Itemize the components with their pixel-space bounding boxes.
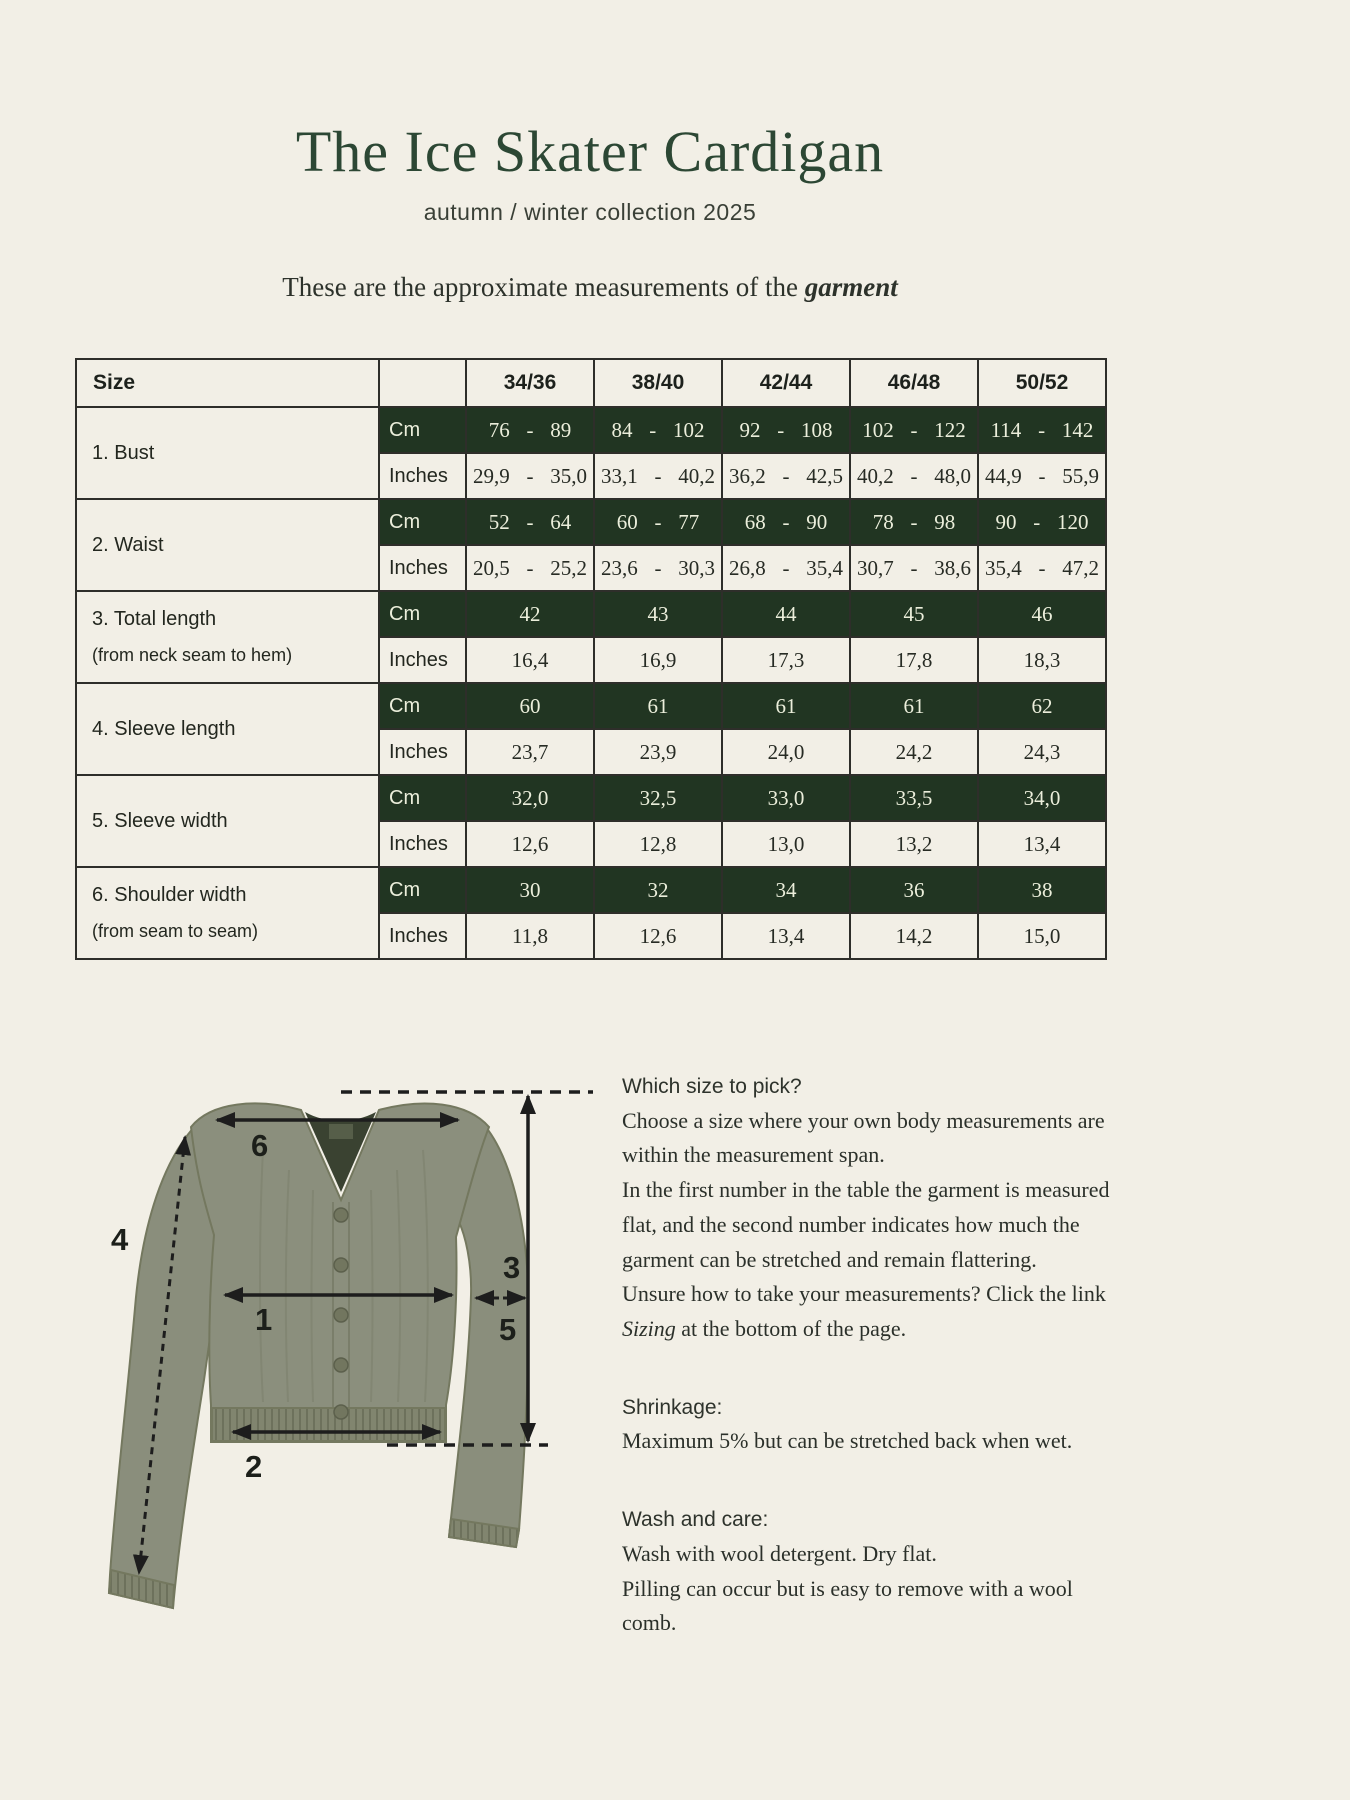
measurement-diagram [75, 1030, 622, 1670]
measurement-cell: 92 - 108 [722, 407, 850, 453]
table-row-sleeve-width-cm [76, 775, 1106, 821]
page-title: The Ice Skater Cardigan [295, 119, 885, 184]
measurement-cell: 33,5 [850, 775, 978, 821]
shrinkage-heading: Shrinkage: [622, 1395, 723, 1419]
measurement-cell: 36 [850, 867, 978, 913]
measurement-label: 6. Shoulder width [92, 884, 247, 906]
cardigan-illustration [75, 1030, 622, 1670]
measurement-cell: 12,8 [594, 821, 722, 867]
marker-total-length: 3 [503, 1250, 521, 1285]
wash-care-line-1: Wash with wool detergent. Dry flat. [622, 1540, 937, 1566]
measurement-cell: 17,3 [722, 637, 850, 683]
which-size-paragraph-2: In the first number in the table the garment is measured flat, and the second number indicates how much the garment can be stretched and remain flattering. [622, 1177, 1110, 1272]
measurement-cell: 32,5 [594, 775, 722, 821]
measurement-cell: 24,3 [978, 729, 1106, 775]
size-header: 50/52 [978, 359, 1106, 407]
marker-sleeve-length: 4 [111, 1222, 129, 1257]
measurement-cell: 61 [850, 683, 978, 729]
sizing-link-word: Sizing [622, 1316, 676, 1342]
measurement-cell: 13,0 [722, 821, 850, 867]
table-row-bust-cm [76, 407, 1106, 453]
measurement-label-cell [76, 775, 379, 867]
measurement-cell: 14,2 [850, 913, 978, 959]
measurement-cell: 61 [722, 683, 850, 729]
measurement-cell: 18,3 [978, 637, 1106, 683]
measurement-cell: 13,4 [722, 913, 850, 959]
measurement-cell: 30 [466, 867, 594, 913]
shrinkage-body: Maximum 5% but can be stretched back when wet. [622, 1428, 1073, 1454]
measurement-cell: 23,9 [594, 729, 722, 775]
measurement-cell: 17,8 [850, 637, 978, 683]
measurement-label-cell [76, 407, 379, 499]
wash-care-heading: Wash and care: [622, 1508, 769, 1532]
measurement-label-cell [76, 683, 379, 775]
measurement-cell: 12,6 [466, 821, 594, 867]
measurement-cell: 38 [978, 867, 1106, 913]
measurement-sublabel: (from neck seam to hem) [92, 645, 293, 665]
spacer [622, 1459, 1110, 1503]
size-header-row [76, 359, 1106, 407]
sizing-link-sentence-prefix: Unsure how to take your measurements? Click the link [622, 1281, 1106, 1307]
marker-bust: 1 [255, 1302, 273, 1337]
measurement-cell: 29,9 - 35,0 [466, 453, 594, 499]
measurement-cell: 33,0 [722, 775, 850, 821]
measurement-cell: 60 [466, 683, 594, 729]
measurement-cell: 45 [850, 591, 978, 637]
measurement-cell: 114 - 142 [978, 407, 1106, 453]
table-row-waist-cm [76, 499, 1106, 545]
measurement-cell: 23,7 [466, 729, 594, 775]
unit-inches-cell: Inches [379, 913, 466, 959]
which-size-heading: Which size to pick? [622, 1075, 802, 1098]
measurement-cell: 32 [594, 867, 722, 913]
size-header: 34/36 [466, 359, 594, 407]
measurement-cell: 62 [978, 683, 1106, 729]
measurement-cell: 40,2 - 48,0 [850, 453, 978, 499]
measurement-cell: 46 [978, 591, 1106, 637]
unit-cm-cell: Cm [379, 407, 466, 453]
measurement-cell: 33,1 - 40,2 [594, 453, 722, 499]
table-row-shoulder-width-cm [76, 867, 1106, 913]
unit-inches-cell: Inches [379, 453, 466, 499]
measurement-cell: 43 [594, 591, 722, 637]
measurement-cell: 35,4 - 47,2 [978, 545, 1106, 591]
measurement-cell: 20,5 - 25,2 [466, 545, 594, 591]
measurement-label-cell [76, 591, 379, 683]
measurement-cell: 90 - 120 [978, 499, 1106, 545]
measurement-label-cell [76, 867, 379, 959]
measurement-cell: 11,8 [466, 913, 594, 959]
unit-cm-cell: Cm [379, 683, 466, 729]
unit-cm-cell: Cm [379, 499, 466, 545]
measurement-cell: 78 - 98 [850, 499, 978, 545]
waistband [212, 1408, 445, 1441]
sizing-link-sentence-suffix: at the bottom of the page. [675, 1316, 907, 1342]
measurement-cell: 44 [722, 591, 850, 637]
bottom-section [75, 1030, 1110, 1670]
unit-cm-cell: Cm [379, 867, 466, 913]
measurement-cell: 44,9 - 55,9 [978, 453, 1106, 499]
measurement-label: 3. Total length [92, 608, 217, 630]
marker-waist: 2 [245, 1449, 263, 1484]
measurement-cell: 30,7 - 38,6 [850, 545, 978, 591]
measurement-cell: 34,0 [978, 775, 1106, 821]
size-header: 42/44 [722, 359, 850, 407]
size-header: 38/40 [594, 359, 722, 407]
measurement-label: 2. Waist [92, 533, 164, 556]
measurement-label: 1. Bust [92, 441, 155, 464]
unit-column-header [379, 359, 466, 407]
marker-sleeve-width: 5 [499, 1312, 517, 1347]
header [75, 118, 1105, 226]
measurement-cell: 24,2 [850, 729, 978, 775]
measurement-cell: 16,4 [466, 637, 594, 683]
measurement-cell: 76 - 89 [466, 407, 594, 453]
measurement-cell: 13,4 [978, 821, 1106, 867]
measurement-cell: 12,6 [594, 913, 722, 959]
table-row-sleeve-length-cm [76, 683, 1106, 729]
intro-line [75, 272, 1105, 303]
measurement-label-cell [76, 499, 379, 591]
brand-label [329, 1124, 353, 1139]
wash-care-line-2: Pilling can occur but is easy to remove with a wool comb. [622, 1575, 1073, 1636]
measurement-cell: 52 - 64 [466, 499, 594, 545]
measurement-cell: 26,8 - 35,4 [722, 545, 850, 591]
measurement-label: 4. Sleeve length [92, 717, 236, 740]
unit-cm-cell: Cm [379, 775, 466, 821]
measurement-sublabel: (from seam to seam) [92, 921, 259, 941]
measurement-cell: 42 [466, 591, 594, 637]
unit-inches-cell: Inches [379, 729, 466, 775]
measurement-cell: 68 - 90 [722, 499, 850, 545]
measurement-cell: 34 [722, 867, 850, 913]
which-size-paragraph-3 [622, 1277, 1110, 1347]
measurement-cell: 102 - 122 [850, 407, 978, 453]
spacer [622, 1347, 1110, 1391]
size-header: 46/48 [850, 359, 978, 407]
unit-inches-cell: Inches [379, 637, 466, 683]
collection-subtitle: autumn / winter collection 2025 [423, 199, 757, 225]
unit-cm-cell: Cm [379, 591, 466, 637]
size-column-header: Size [76, 359, 379, 407]
unit-inches-cell: Inches [379, 545, 466, 591]
measurement-cell: 60 - 77 [594, 499, 722, 545]
table-row-total-length-cm [76, 591, 1106, 637]
measurement-cell: 61 [594, 683, 722, 729]
measurement-cell: 15,0 [978, 913, 1106, 959]
measurement-cell: 24,0 [722, 729, 850, 775]
measurement-label: 5. Sleeve width [92, 809, 228, 832]
measurement-cell: 13,2 [850, 821, 978, 867]
measurement-cell: 23,6 - 30,3 [594, 545, 722, 591]
which-size-paragraph-1: Choose a size where your own body measurements are within the measurement span. [622, 1107, 1105, 1168]
measurement-cell: 84 - 102 [594, 407, 722, 453]
measurement-cell: 36,2 - 42,5 [722, 453, 850, 499]
intro-text: These are the approximate measurements of the [282, 272, 805, 302]
measurement-cell: 16,9 [594, 637, 722, 683]
measurement-cell: 32,0 [466, 775, 594, 821]
info-panel [622, 1030, 1110, 1670]
marker-shoulder-width: 6 [251, 1128, 269, 1163]
size-table [75, 358, 1107, 960]
intro-emphasis: garment [804, 272, 898, 302]
unit-inches-cell: Inches [379, 821, 466, 867]
